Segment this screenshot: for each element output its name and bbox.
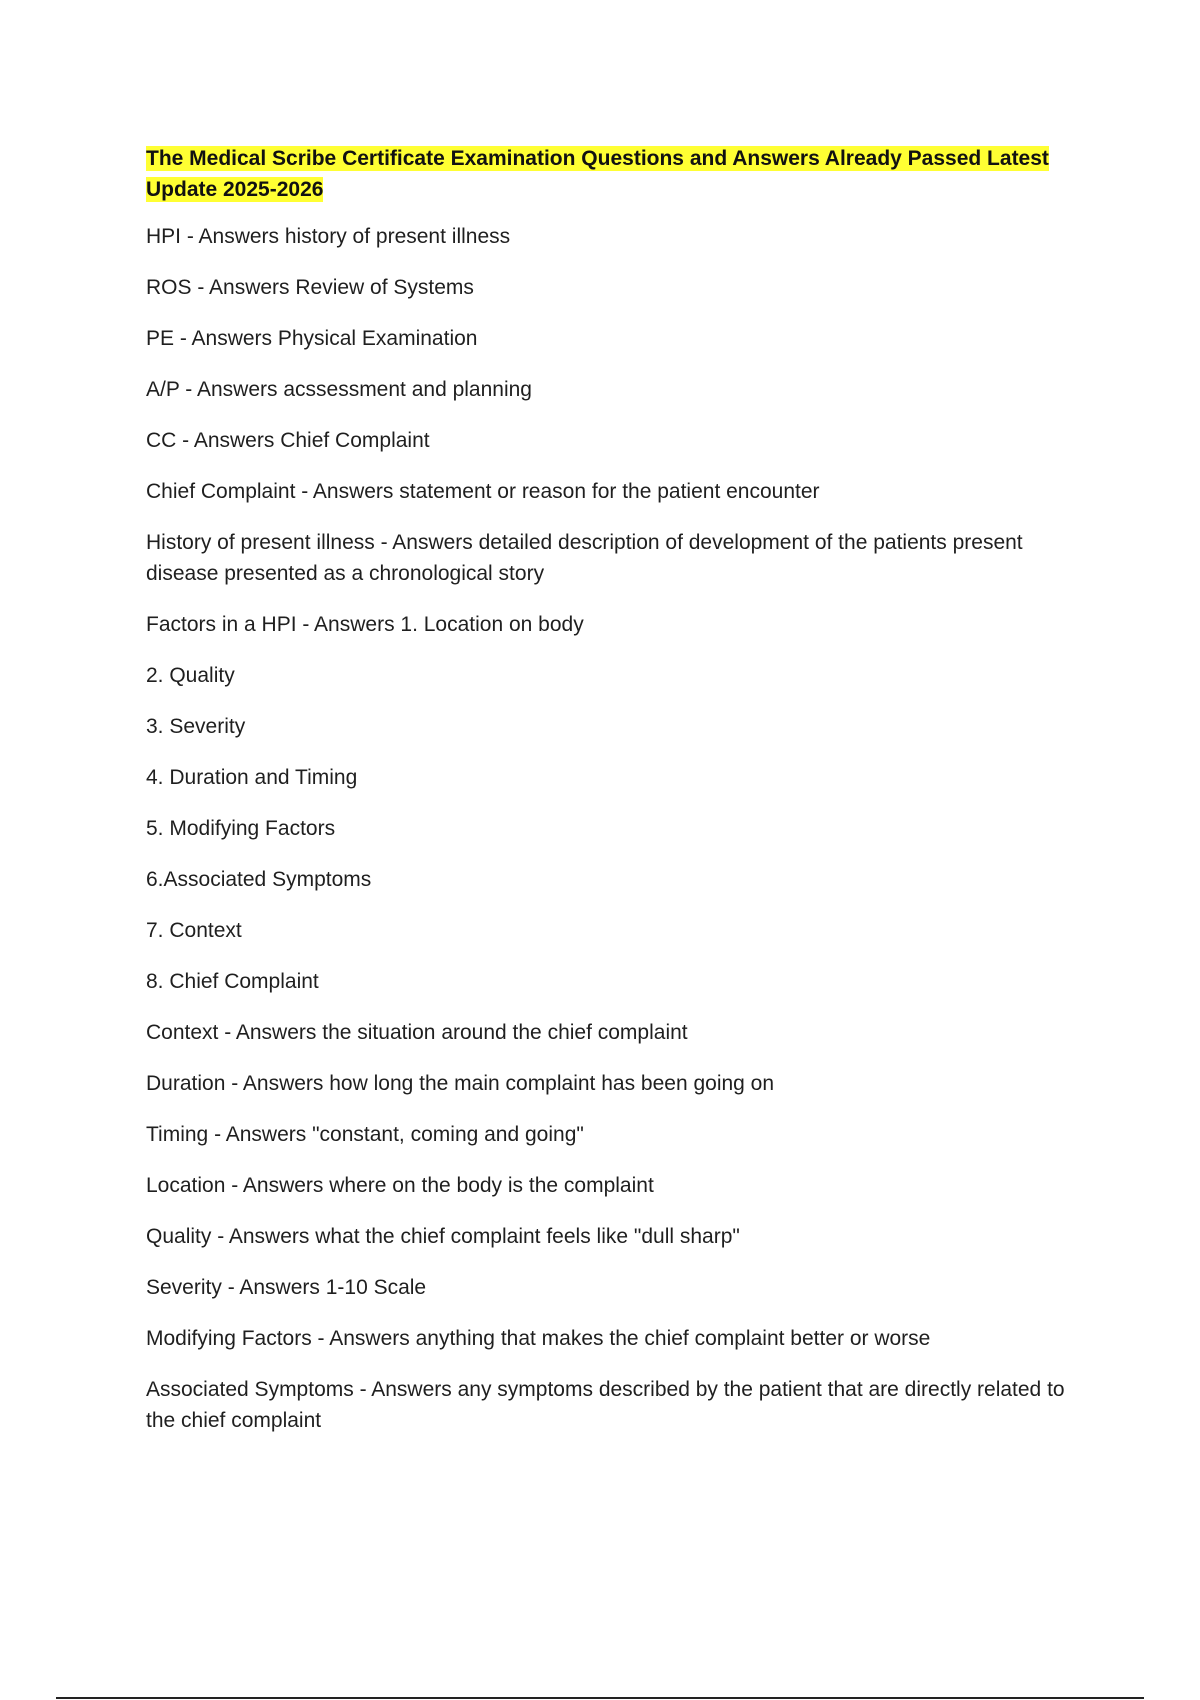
hpi-factor-item: 8. Chief Complaint [146, 970, 319, 993]
document-title [146, 143, 1086, 205]
qa-entry: Timing - Answers "constant, coming and going" [146, 1123, 584, 1146]
qa-entry: Severity - Answers 1-10 Scale [146, 1276, 427, 1299]
hpi-factor-item: 7. Context [146, 919, 242, 942]
qa-list [146, 221, 1086, 1436]
qa-entry: HPI - Answers history of present illness [146, 225, 511, 248]
page-bottom-divider [56, 1697, 1144, 1699]
qa-entry: History of present illness - Answers detailed description of development of the patients present disease presented as a chronological story [146, 531, 1023, 585]
qa-entry: CC - Answers Chief Complaint [146, 429, 430, 452]
hpi-factor-item: 3. Severity [146, 715, 246, 738]
qa-entry: Duration - Answers how long the main complaint has been going on [146, 1072, 775, 1095]
qa-entry: Context - Answers the situation around the chief complaint [146, 1021, 688, 1044]
highlighted-title-text: The Medical Scribe Certificate Examination Questions and Answers Already Passed Latest Update 2025-2026 [146, 147, 1049, 201]
qa-entry: ROS - Answers Review of Systems [146, 276, 474, 299]
qa-entry: Modifying Factors - Answers anything that makes the chief complaint better or worse [146, 1327, 931, 1350]
qa-entry: PE - Answers Physical Examination [146, 327, 478, 350]
qa-entry: Associated Symptoms - Answers any symptoms described by the patient that are directly related to the chief complaint [146, 1378, 1065, 1432]
hpi-factor-item: 2. Quality [146, 664, 235, 687]
hpi-factor-item: 6.Associated Symptoms [146, 868, 372, 891]
qa-entry: Location - Answers where on the body is the complaint [146, 1174, 654, 1197]
hpi-factor-item: 4. Duration and Timing [146, 766, 358, 789]
qa-entry: Quality - Answers what the chief complaint feels like "dull sharp" [146, 1225, 740, 1248]
qa-entry: Chief Complaint - Answers statement or reason for the patient encounter [146, 480, 820, 503]
qa-entry: Factors in a HPI - Answers 1. Location on body [146, 613, 584, 636]
document-content [146, 143, 1086, 1456]
qa-entry: A/P - Answers acssessment and planning [146, 378, 532, 401]
hpi-factor-item: 5. Modifying Factors [146, 817, 336, 840]
